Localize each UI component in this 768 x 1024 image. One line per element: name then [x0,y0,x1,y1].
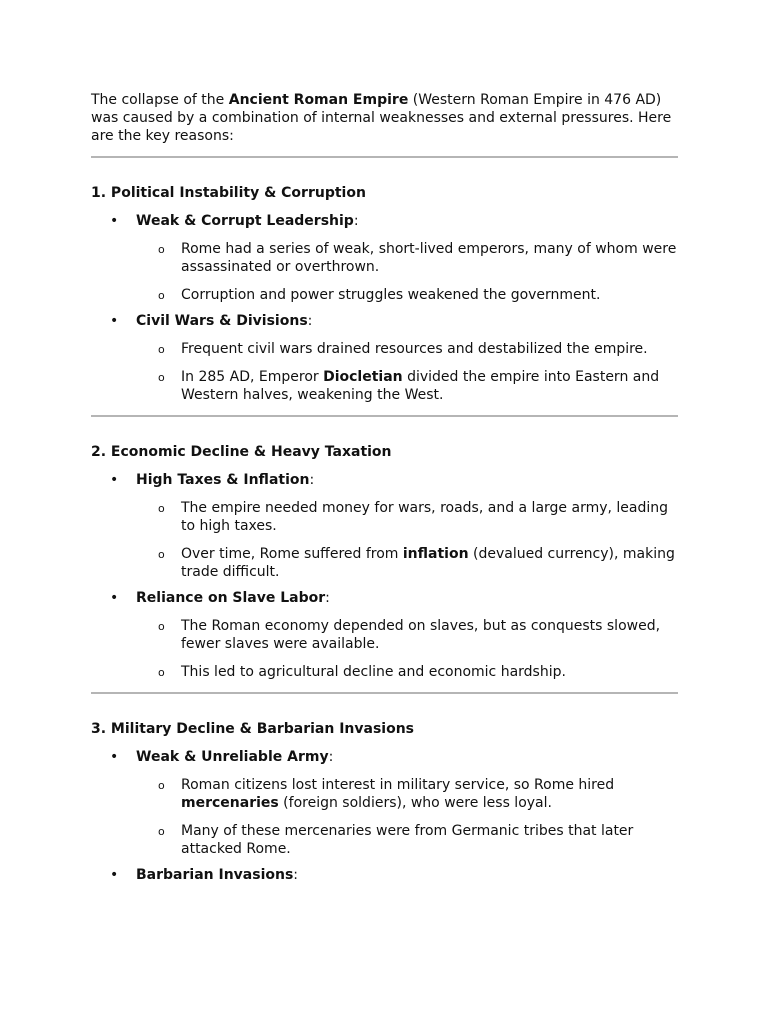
list-item-colon: : [307,313,313,329]
sub-list-item [136,240,678,276]
list-item-label-bold: Barbarian Invasions [136,867,294,883]
list-item-label [136,748,678,766]
sub-list-item [136,545,678,581]
sub-bullet-icon: o [158,548,165,561]
sub-item-text: Over time, Rome suffered from [181,546,403,562]
list-item [91,589,678,681]
section-divider [91,156,678,158]
sub-item-bold-text: mercenaries [181,795,279,811]
bullet-list [91,212,678,404]
sub-list-item [136,663,678,681]
list-item-label-bold: Civil Wars & Divisions [136,313,308,329]
bullet-icon: • [110,213,119,229]
list-item-colon: : [353,213,359,229]
list-item-label [136,471,678,489]
bullet-icon: • [110,313,119,329]
intro-text-start: The collapse of the [91,92,229,108]
section-heading: 1. Political Instability & Corruption [91,185,366,201]
section-divider [91,415,678,417]
sub-item-bold-text: Diocletian [323,369,403,385]
sub-item-bold-text: inflation [402,546,469,562]
sub-bullet-icon: o [158,779,165,792]
sub-bullet-list [136,499,678,581]
sub-item-text-end: (devalued currency), making trade difficult. [181,546,675,580]
section-heading: 3. Military Decline & Barbarian Invasions [91,721,415,737]
sub-bullet-icon: o [158,343,165,356]
sub-list-item [136,286,678,304]
sub-bullet-list [136,240,678,304]
intro-paragraph [91,91,678,145]
sub-bullet-list [136,340,678,404]
list-item-label [136,312,678,330]
sub-list-item [136,340,678,358]
list-item-label-bold: Weak & Corrupt Leadership [136,213,354,229]
sub-list-item [136,776,678,812]
bullet-icon: • [110,472,119,488]
bullet-icon: • [110,590,119,606]
sub-item-text: Frequent civil wars drained resources and destabilized the empire. [181,341,648,357]
list-item-label-bold: Reliance on Slave Labor [136,590,326,606]
sub-item-text: This led to agricultural decline and economic hardship. [181,664,566,680]
list-item-colon: : [325,590,330,606]
sub-bullet-icon: o [158,825,165,838]
list-item-label [136,212,678,230]
sub-list-item [136,822,678,858]
bullet-icon: • [110,867,119,883]
sub-list-item [136,617,678,653]
sub-item-text-end: divided the empire into Eastern and Western halves, weakening the West. [181,369,660,403]
sub-item-text: Roman citizens lost interest in military service, so Rome hired [181,777,615,793]
list-item [91,212,678,304]
sections-container [91,156,678,884]
sub-bullet-list [136,617,678,681]
list-item [91,312,678,404]
list-item-colon: : [309,472,315,488]
section-heading: 2. Economic Decline & Heavy Taxation [91,444,392,460]
list-item-colon: : [328,749,334,765]
document-content [91,91,678,892]
bullet-list [91,748,678,884]
list-item-label [136,589,678,607]
list-item [91,471,678,581]
sub-item-text: The empire needed money for wars, roads, and a large army, leading to high taxes. [181,500,669,534]
sub-item-text: The Roman economy depended on slaves, but as conquests slowed, fewer slaves were available. [181,618,661,652]
section-divider [91,692,678,694]
list-item-colon: : [293,867,298,883]
bullet-icon: • [110,749,119,765]
list-item [91,748,678,858]
intro-text-bold: Ancient Roman Empire [228,92,409,108]
sub-item-text: Many of these mercenaries were from Germanic tribes that later attacked Rome. [181,823,634,857]
sub-bullet-icon: o [158,289,165,302]
sub-item-text-end: (foreign soldiers), who were less loyal. [278,795,552,811]
sub-bullet-icon: o [158,243,165,256]
sub-list-item [136,499,678,535]
sub-item-text: Rome had a series of weak, short-lived emperors, many of whom were assassinated or overthrown. [181,241,677,275]
sub-bullet-icon: o [158,620,165,633]
list-item [91,866,678,884]
bullet-list [91,471,678,681]
sub-bullet-icon: o [158,502,165,515]
sub-list-item [136,368,678,404]
sub-item-text: Corruption and power struggles weakened the government. [181,287,601,303]
sub-item-text: In 285 AD, Emperor [181,369,324,385]
list-item-label-bold: Weak & Unreliable Army [136,749,329,765]
sub-bullet-icon: o [158,666,165,679]
list-item-label-bold: High Taxes & Inflation [136,472,310,488]
sub-bullet-icon: o [158,371,165,384]
list-item-label [136,866,678,884]
sub-bullet-list [136,776,678,858]
intro-text-end: (Western Roman Empire in 476 AD) was caused by a combination of internal weaknesses and external pressures. Here are the key reasons: [91,92,672,144]
